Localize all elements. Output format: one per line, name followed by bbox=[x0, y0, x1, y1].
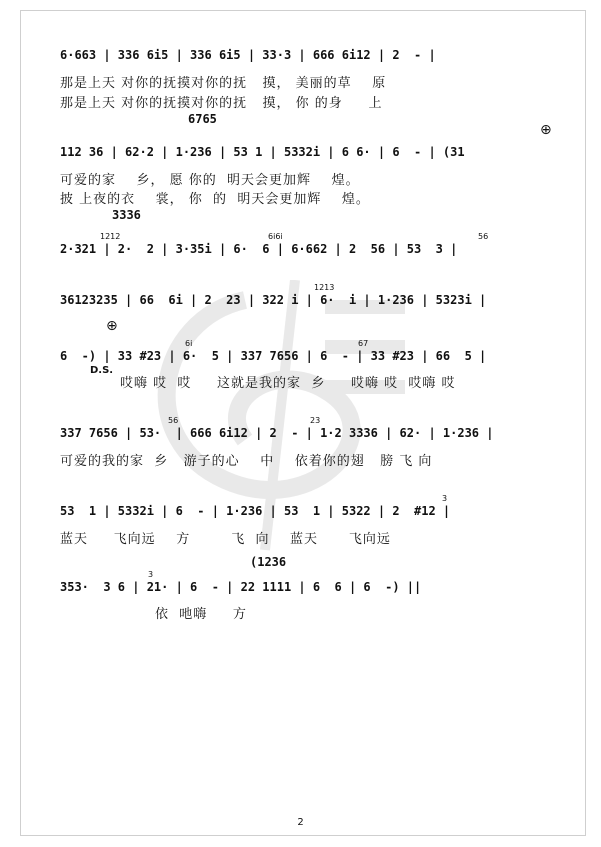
score-row-8-above: (1236 bbox=[250, 555, 287, 569]
score-row-4-grace: 1213 bbox=[314, 283, 335, 292]
ds-marking: D.S. bbox=[90, 365, 114, 376]
score-row-3-grace: 1212 bbox=[100, 232, 121, 241]
score-row-8-grace: 3 bbox=[148, 570, 154, 579]
score-row-3-grace-2: 6i6i bbox=[268, 232, 283, 241]
score-row-7-grace: 3 bbox=[442, 494, 448, 503]
score-row-8-lyric-1: 依 吔嗨 方 bbox=[155, 607, 247, 622]
score-row-6-notes: 337 7656 | 53· | 666 6i12 | 2 - | 1·2 3336 | 62· | 1·236 | bbox=[60, 426, 494, 440]
score-row-2-notes: 112 36 | 62·2 | 1·236 | 53 1 | 5332i | 6 6· | 6 - | (31 bbox=[60, 145, 465, 159]
score-row-4-notes: 36123235 | 66 6i | 2 23 | 322 i | 6· i | 1·236 | 5323i | bbox=[60, 293, 487, 307]
score-row-3-notes: 2·321 | 2· 2 | 3·35i | 6· 6 | 6·662 | 2 56 | 53 3 | bbox=[60, 242, 458, 256]
score-row-3-above: 3336 bbox=[112, 208, 141, 222]
score-row-5-lyric-1: 哎嗨 哎 哎 这就是我的家 乡 哎嗨 哎 哎嗨 哎 bbox=[120, 376, 456, 391]
score-row-7-notes: 53 1 | 5332i | 6 - | 1·236 | 53 1 | 5322 | 2 #12 | bbox=[60, 504, 451, 518]
score-row-5-notes: 6 -) | 33 #23 | 6· 5 | 337 7656 | 6 - | 33 #23 | 66 5 | bbox=[60, 349, 487, 363]
treble-clef-watermark bbox=[95, 280, 415, 560]
coda-sign-icon: ⊕ bbox=[540, 122, 552, 138]
score-row-5-grace-2: 67 bbox=[358, 339, 369, 348]
score-row-2-lyric-2: 披 上夜的衣 裳， 你 的 明天会更加辉 煌。 bbox=[60, 192, 370, 207]
score-row-5-grace: 6i bbox=[185, 339, 193, 348]
score-row-3-grace-3: 56 bbox=[478, 232, 489, 241]
score-row-8-notes: 353· 3 6 | 21· | 6 - | 22 1111 | 6 6 | 6 -) || bbox=[60, 580, 422, 594]
coda-sign-icon-2: ⊕ bbox=[106, 318, 118, 334]
score-row-6-lyric-1: 可爱的我的家 乡 游子的心 中 依着你的翅 膀 飞 向 bbox=[60, 454, 433, 469]
score-row-1-notes: 6·663 | 336 6i5 | 336 6i5 | 33·3 | 666 6i12 | 2 - | bbox=[60, 48, 436, 62]
score-row-2-lyric-1: 可爱的家 乡， 愿 你的 明天会更加辉 煌。 bbox=[60, 173, 360, 188]
score-row-7-lyric-1: 蓝天 飞向远 方 飞 向 蓝天 飞向远 bbox=[60, 532, 391, 547]
score-row-6-grace-2: 23 bbox=[310, 416, 321, 425]
score-row-1-lyric-2: 那是上天 对你的抚摸对你的抚 摸， 你 的身 上 bbox=[60, 96, 383, 111]
score-row-1-lyric-1: 那是上天 对你的抚摸对你的抚 摸， 美丽的草 原 bbox=[60, 76, 387, 91]
score-row-6-grace: 56 bbox=[168, 416, 179, 425]
page-number: 2 bbox=[297, 817, 304, 828]
score-row-2-above: 6765 bbox=[188, 112, 217, 126]
